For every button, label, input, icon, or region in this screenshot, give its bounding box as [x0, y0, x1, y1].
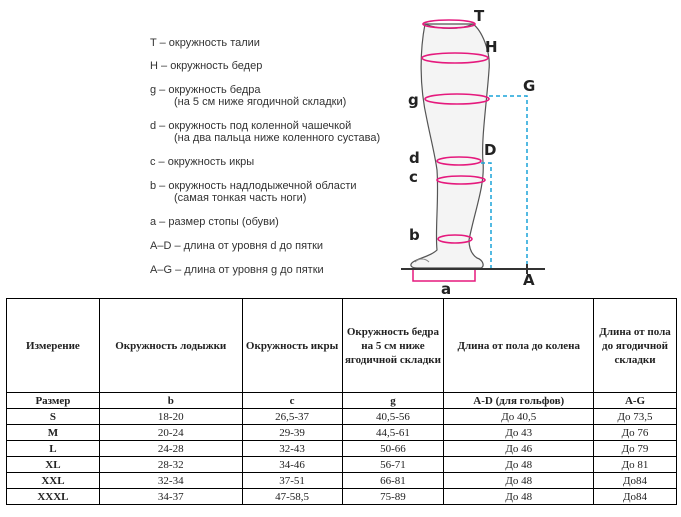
- header-floor-to-gluteal: Длина от пола до ягодичной складки: [594, 299, 677, 393]
- subheader-c: c: [242, 393, 342, 409]
- label-a-upper: A: [523, 271, 535, 289]
- cell-c: 32-43: [242, 441, 342, 457]
- header-floor-to-knee: Длина от пола до колена: [444, 299, 594, 393]
- cell-b: 24-28: [99, 441, 242, 457]
- size-table: [6, 298, 677, 505]
- cell-ag: До 79: [594, 441, 677, 457]
- subheader-g: g: [342, 393, 444, 409]
- table-subheader-row: [7, 393, 677, 409]
- table-row: [7, 457, 677, 473]
- header-thigh: Окружность бедра на 5 см ниже ягодичной складки: [342, 299, 444, 393]
- cell-c: 47-58,5: [242, 489, 342, 505]
- cell-ad: До 46: [444, 441, 594, 457]
- cell-c: 34-46: [242, 457, 342, 473]
- label-b: b: [409, 226, 420, 244]
- cell-g: 40,5-56: [342, 409, 444, 425]
- legend-item-g: g – окружность бедра (на 5 см ниже ягодичной складки): [150, 84, 347, 108]
- cell-ag: До 73,5: [594, 409, 677, 425]
- cell-ag: До84: [594, 473, 677, 489]
- subheader-b: b: [99, 393, 242, 409]
- cell-size: XL: [7, 457, 100, 473]
- table-row: [7, 409, 677, 425]
- label-t: T: [474, 7, 485, 25]
- label-d-lower: d: [409, 149, 420, 167]
- cell-b: 34-37: [99, 489, 242, 505]
- legend-item-ad: A–D – длина от уровня d до пятки: [150, 240, 324, 252]
- legend-item-t: T – окружность талии: [150, 37, 260, 49]
- legend-item-h: H – окружность бедер: [150, 60, 263, 72]
- label-g-upper: G: [523, 77, 536, 95]
- cell-g: 66-81: [342, 473, 444, 489]
- cell-size: XXXL: [7, 489, 100, 505]
- guide-g: [489, 96, 527, 268]
- cell-ad: До 40,5: [444, 409, 594, 425]
- subheader-ag: A-G: [594, 393, 677, 409]
- leg-measurement-figure: [395, 0, 681, 298]
- legend-item-b: b – окружность надлодыжечной области (самая тонкая часть ноги): [150, 180, 357, 204]
- header-calf: Окружность икры: [242, 299, 342, 393]
- cell-ad: До 48: [444, 457, 594, 473]
- table-row: [7, 441, 677, 457]
- legend-item-d: d – окружность под коленной чашечкой (на два пальца ниже коленного сустава): [150, 120, 381, 144]
- cell-g: 44,5-61: [342, 425, 444, 441]
- cell-size: M: [7, 425, 100, 441]
- cell-c: 29-39: [242, 425, 342, 441]
- cell-g: 50-66: [342, 441, 444, 457]
- label-d-upper: D: [484, 141, 497, 159]
- cell-g: 75-89: [342, 489, 444, 505]
- leg-outline: [411, 24, 489, 268]
- cell-ad: До 48: [444, 489, 594, 505]
- cell-size: XXL: [7, 473, 100, 489]
- cell-size: S: [7, 409, 100, 425]
- cell-c: 26,5-37: [242, 409, 342, 425]
- legend-item-a: a – размер стопы (обуви): [150, 216, 279, 228]
- subheader-size: Размер: [7, 393, 100, 409]
- subheader-ad: A-D (для гольфов): [444, 393, 594, 409]
- cell-ag: До84: [594, 489, 677, 505]
- cell-ad: До 43: [444, 425, 594, 441]
- cell-b: 20-24: [99, 425, 242, 441]
- table-row: [7, 489, 677, 505]
- cell-g: 56-71: [342, 457, 444, 473]
- legend-item-c: c – окружность икры: [150, 156, 255, 168]
- cell-b: 18-20: [99, 409, 242, 425]
- table-header-row: [7, 299, 677, 393]
- label-a: a: [441, 280, 452, 298]
- table-row: [7, 425, 677, 441]
- label-c: c: [409, 168, 418, 186]
- cell-c: 37-51: [242, 473, 342, 489]
- table-row: [7, 473, 677, 489]
- label-h: H: [485, 38, 498, 56]
- cell-ag: До 81: [594, 457, 677, 473]
- cell-b: 32-34: [99, 473, 242, 489]
- leg-illustration: [395, 0, 681, 298]
- legend-item-ag: A–G – длина от уровня g до пятки: [150, 264, 324, 276]
- header-ankle: Окружность лодыжки: [99, 299, 242, 393]
- header-measurement: Измерение: [7, 299, 100, 393]
- cell-b: 28-32: [99, 457, 242, 473]
- cell-ag: До 76: [594, 425, 677, 441]
- cell-ad: До 48: [444, 473, 594, 489]
- label-g-lower: g: [408, 91, 419, 109]
- cell-size: L: [7, 441, 100, 457]
